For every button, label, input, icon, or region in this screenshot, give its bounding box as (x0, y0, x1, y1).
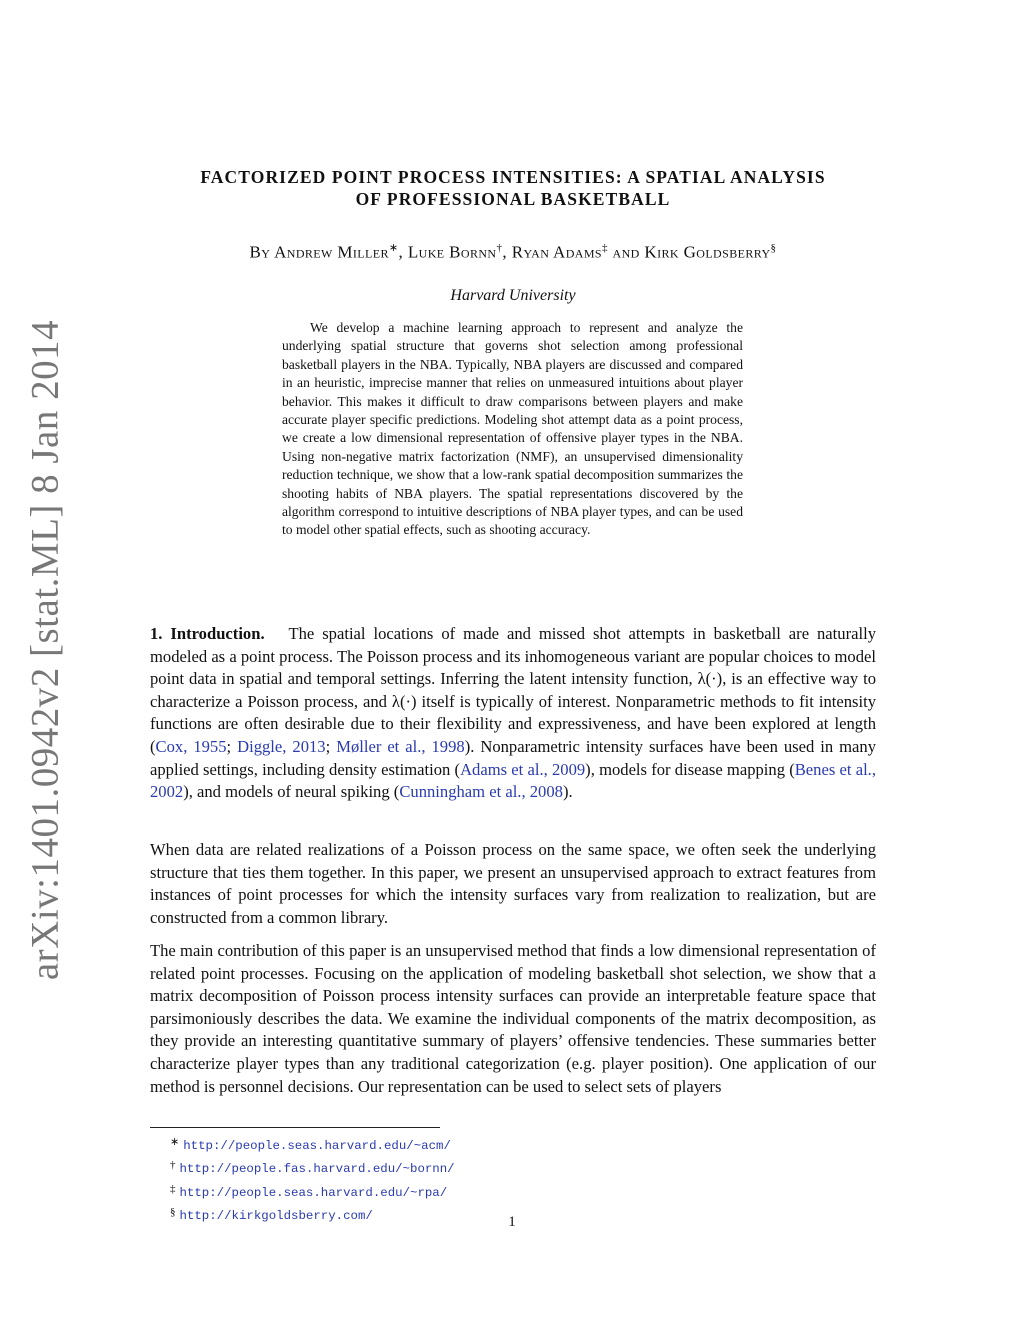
footnote-mark: † (170, 1159, 176, 1172)
citation-link[interactable]: Benes et al., 2002 (150, 759, 876, 802)
abstract: We develop a machine learning approach to represent and analyze the underlying spatial structure that governs shot selection among professional basketball players in the NBA. Typically, NBA players are discussed and compared in an heuristic, imprecise manner that relies on unmeasured intuitions about player behavior. This makes it difficult to draw comparisons between players and make accurate player specific predictions. Modeling shot attempt data as a point process, we create a low dimensional representation of offensive player types in the NBA. Using non-negative matrix factorization (NMF), an unsupervised dimensionality reduction technique, we show that a low-rank spatial decomposition summarizes the shooting habits of NBA players. The spatial representations discovered by the algorithm correspond to intuitive descriptions of NBA player types, and can be used to model other spatial effects, such as shooting accuracy. (282, 320, 743, 538)
footnote-mark: § (170, 1206, 176, 1219)
footnote (170, 1180, 455, 1203)
paragraph-text: ). (562, 782, 573, 802)
title-line-2: OF PROFESSIONAL BASKETBALL (355, 189, 671, 209)
citation-link[interactable]: Diggle, 2013 (237, 736, 326, 756)
citation-link[interactable]: Cox, 1955 (155, 736, 227, 756)
arxiv-id-text: arXiv:1401.0942v2 [stat.ML] 8 Jan 2014 (23, 319, 67, 981)
paragraph-text: ). Nonparametric intensity surfaces have been used in many applied settings, including density estimation ( (150, 736, 877, 779)
author-name: Ryan Adams (511, 242, 602, 262)
author-name: Andrew Miller (274, 242, 389, 262)
footnote (170, 1203, 455, 1226)
citation-link[interactable]: Adams et al., 2009 (460, 759, 586, 779)
author-name: Luke Bornn (407, 242, 497, 262)
arxiv-sidebar-id (22, 319, 68, 981)
author-and: and (607, 242, 645, 262)
paragraph-text: The spatial locations of made and missed shot attempts in basketball are naturally modeled as a point process. The Poisson process and its inhomogeneous variant are popular choices to model point data in spatial and temporal settings. Inferring the latent intensity function, λ(·), is an effective way to characterize a Poisson process, and λ(·) itself is typically of interest. Nonparametric methods to fit intensity functions are often desirable due to their flexibility and expressiveness, and have been explored at length ( (150, 624, 876, 756)
footnote-url-link[interactable]: http://people.seas.harvard.edu/~acm/ (183, 1139, 451, 1153)
paper-title (150, 166, 876, 210)
affiliation: Harvard University (450, 287, 576, 304)
footnote-url-link[interactable]: http://kirkgoldsberry.com/ (179, 1209, 373, 1224)
footnote-mark: ∗ (170, 1136, 180, 1148)
author-separator: , (502, 242, 512, 262)
author-mark: ‡ (601, 242, 608, 254)
author-name: Kirk Goldsberry (644, 242, 771, 262)
author-list (150, 241, 876, 263)
citation-separator: ; (325, 736, 337, 756)
title-line-1: FACTORIZED POINT PROCESS INTENSITIES: A SPATIAL ANALYSIS (200, 167, 826, 187)
footnote-url-link[interactable]: http://people.seas.harvard.edu/~rpa/ (179, 1185, 448, 1200)
intro-paragraph-2: When data are related realizations of a Poisson process on the same space, we often seek the underlying structure that ties them together. In this paper, we present an unsupervised approach to extract features from instances of point processes for which the intensity surfaces vary from realization to realization, but are constructed from a common library. (150, 840, 876, 927)
footnote-url-link[interactable]: http://people.fas.harvard.edu/~bornn/ (179, 1162, 455, 1177)
intro-paragraph-3: The main contribution of this paper is an unsupervised method that finds a low dimensional representation of related point processes. Focusing on the application of modeling basketball shot selection, we show that a matrix decomposition of Poisson process intensity surfaces can provide an interpretable feature space that parsimoniously describes the data. We examine the individual components of the matrix decomposition, as they provide an interesting quantitative summary of players’ offensive tendencies. These summaries better characterize player types than any traditional categorization (e.g. player position). One application of our method is personnel decisions. Our representation can be used to select sets of players (150, 941, 876, 1096)
section-heading: 1. Introduction. (150, 624, 265, 643)
author-mark: † (496, 242, 503, 254)
author-separator: , (398, 242, 408, 262)
footnote-rule (150, 1127, 440, 1128)
citation-link[interactable]: Møller et al., 1998 (336, 736, 465, 756)
citation-link[interactable]: Cunningham et al., 2008 (399, 782, 563, 802)
footnotes (170, 1133, 455, 1227)
footnote-mark: ‡ (170, 1182, 176, 1195)
page-number: 1 (508, 1214, 516, 1230)
paragraph-text: ), models for disease mapping ( (585, 759, 795, 779)
author-mark: § (770, 242, 777, 254)
footnote (170, 1133, 455, 1156)
author-mark: ∗ (388, 242, 399, 254)
authors-by: By (249, 242, 271, 262)
intro-paragraph-1 (150, 623, 876, 804)
footnote (170, 1156, 455, 1179)
citation-separator: ; (226, 736, 238, 756)
paragraph-text: ), and models of neural spiking ( (183, 782, 400, 802)
